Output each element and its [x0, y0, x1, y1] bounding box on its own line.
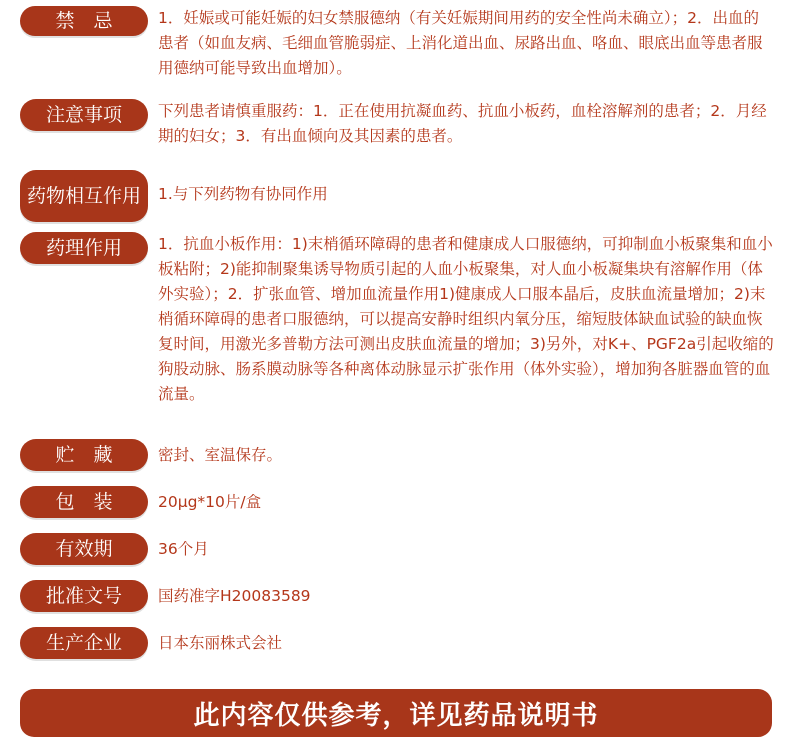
label-precautions: 注意事项 [20, 99, 148, 131]
text-interactions: 1.与下列药物有协同作用 [158, 185, 328, 203]
text-precautions: 下列患者请慎重服药：1．正在使用抗凝血药、抗血小板药，血栓溶解剂的患者；2．月经期的妇女；3．有出血倾向及其因素的患者。 [158, 102, 767, 145]
disclaimer-text: 此内容仅供参考，详见药品说明书 [193, 700, 599, 731]
label-manufacturer: 生产企业 [20, 627, 148, 659]
label-expiry: 有效期 [20, 533, 148, 565]
text-expiry: 36个月 [158, 540, 209, 558]
label-contraindications: 禁 忌 [20, 6, 148, 36]
text-packaging: 20μg*10片/盒 [158, 493, 262, 511]
label-storage: 贮 藏 [20, 439, 148, 471]
text-pharmacology: 1．抗血小板作用：1)末梢循环障碍的患者和健康成人口服德纳，可抑制血小板聚集和血小板粘附；2)能抑制聚集诱导物质引起的人血小板聚集，对人血小板凝集块有溶解作用（体外实验）；2．扩张血管、增加血流量作用1)健康成人口服本晶后，皮肤血流量增加；2)末梢循环障碍的患者口服德纳，可以提高安静时组织内氧分压，缩短肢体缺血试验的缺血恢复时间，用激光多普勒方法可测出皮肤血流量的增加；3)另外，对K+、PGF2a引起收缩的狗股动脉、肠系膜动脉等各种离体动脉显示扩张作用（体外实验），增加狗各脏器血管的血流量。 [158, 235, 774, 403]
label-packaging: 包 装 [20, 486, 148, 518]
disclaimer-banner [20, 689, 772, 737]
label-approval-number: 批准文号 [20, 580, 148, 612]
label-pharmacology: 药理作用 [20, 232, 148, 264]
text-manufacturer: 日本东丽株式会社 [158, 634, 283, 652]
label-interactions: 药物相互作用 [20, 170, 148, 222]
text-contraindications: 1．妊娠或可能妊娠的妇女禁服德纳（有关妊娠期间用药的安全性尚未确立）；2．出血的患者（如血友病、毛细血管脆弱症、上消化道出血、尿路出血、咯血、眼底出血等患者服用德纳可能导致出血增加）。 [158, 9, 763, 77]
text-storage: 密封、室温保存。 [158, 446, 283, 464]
text-approval-number: 国药准字H20083589 [158, 587, 311, 605]
